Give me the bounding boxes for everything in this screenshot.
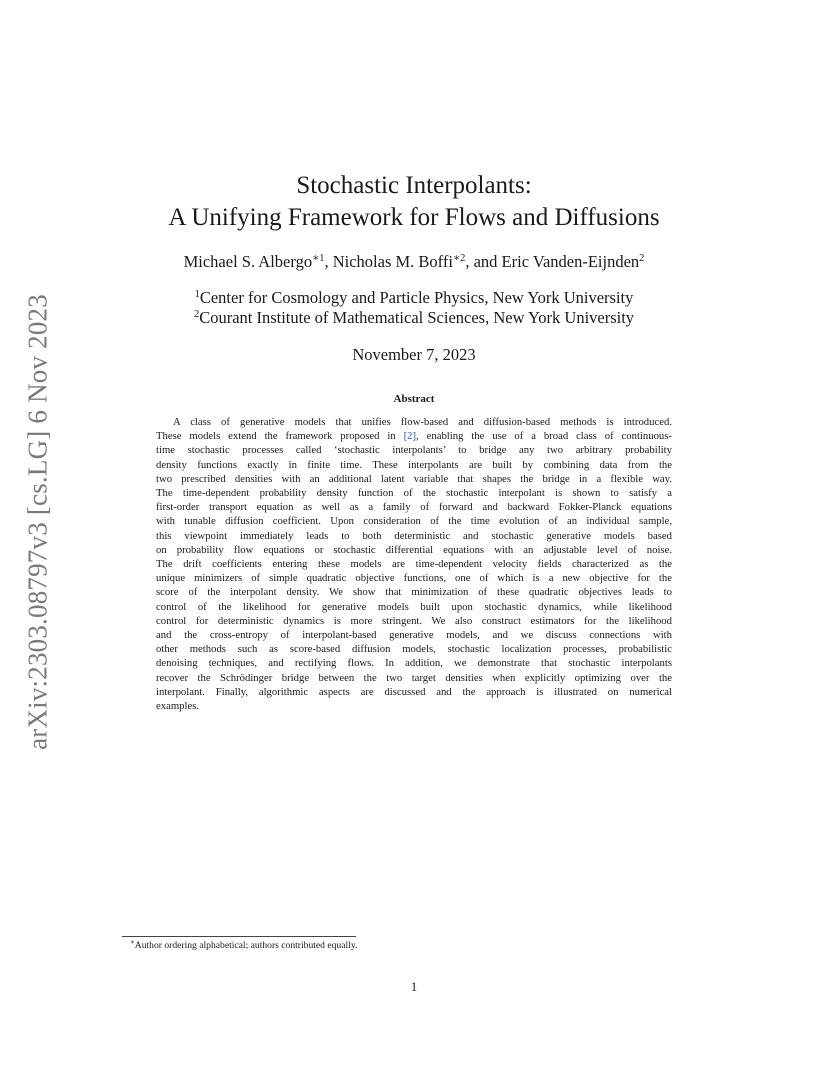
abstract-line: examples. bbox=[156, 700, 200, 713]
abstract-line: A class of generative models that unifies flow-based and diffusion-based methods is introduced. bbox=[173, 416, 672, 428]
abstract-line: The time-dependent probability density function of the stochastic interpolant is shown to satisfy a bbox=[156, 487, 672, 500]
abstract-line: with tunable diffusion coefficient. Upon consideration of the time evolution of an individual sample, bbox=[156, 515, 672, 528]
affiliation bbox=[0, 288, 828, 308]
footnote-divider bbox=[122, 936, 356, 937]
publication-date: November 7, 2023 bbox=[352, 345, 476, 364]
abstract-line: on probability flow equations or stochastic differential equations with an adjustable level of noise. bbox=[156, 543, 672, 556]
abstract-line: recover the Schrödinger bridge between the two target densities when explicitly optimizing over the bbox=[156, 671, 672, 684]
abstract-line: and the cross-entropy of interpolant-based generative models, and we discuss connections with bbox=[156, 629, 672, 642]
author-name: Michael S. Albergo bbox=[183, 252, 313, 271]
abstract-line: two prescribed densities with an additional latent variable that shapes the bridge in a flexible way. bbox=[156, 472, 672, 485]
abstract-line: interpolant. Finally, algorithmic aspects are discussed and the approach is illustrated on numerical bbox=[156, 685, 672, 698]
title-line-2: A Unifying Framework for Flows and Diffusions bbox=[168, 204, 660, 231]
abstract-line: unique minimizers of simple quadratic objective functions, one of which is a new objective for the bbox=[156, 572, 672, 585]
affiliations bbox=[0, 288, 828, 328]
abstract-line: other methods such as score-based diffusion models, stochastic localization processes, probabilistic bbox=[156, 643, 672, 656]
citation-link[interactable]: [2] bbox=[403, 430, 417, 443]
abstract-line: These models extend the framework proposed in [2], enabling the use of a broad class of continuous- bbox=[156, 430, 672, 443]
title-line-1: Stochastic Interpolants: bbox=[296, 172, 532, 199]
abstract-body bbox=[156, 415, 672, 713]
abstract-line: control of the likelihood for generative models built upon stochastic dynamics, while likelihood bbox=[156, 600, 672, 613]
abstract-line: denoising techniques, and rectifying flows. In addition, we demonstrate that stochastic interpolants bbox=[156, 657, 672, 670]
author-separator: , and bbox=[465, 252, 502, 271]
affiliation bbox=[0, 308, 828, 328]
paper-title bbox=[0, 170, 828, 234]
author-superscript: ∗1 bbox=[312, 253, 325, 264]
affiliation-text: Center for Cosmology and Particle Physics, New York University bbox=[199, 288, 634, 307]
affiliation-text: Courant Institute of Mathematical Sciences, New York University bbox=[199, 308, 635, 327]
author-name: Eric Vanden-Eijnden bbox=[501, 252, 640, 271]
abstract-line: density functions exactly in finite time. These interpolants are built by combining data from the bbox=[156, 458, 672, 471]
abstract-line: first-order transport equation as well as a family of forward and backward Fokker-Planck equations bbox=[156, 501, 672, 514]
author-superscript: 2 bbox=[639, 253, 645, 264]
footnote-marker: ∗ bbox=[130, 938, 135, 946]
footnote bbox=[130, 940, 357, 951]
page-number: 1 bbox=[410, 980, 418, 994]
abstract-heading: Abstract bbox=[393, 393, 435, 405]
affiliation-superscript: 1 bbox=[194, 289, 200, 300]
author-separator: , bbox=[324, 252, 333, 271]
affiliation-superscript: 2 bbox=[193, 309, 200, 320]
abstract-line: The drift coefficients entering these models are time-dependent velocity fields characterized as the bbox=[156, 558, 672, 571]
arxiv-watermark bbox=[0, 0, 80, 1072]
arxiv-id: arXiv:2303.08797v3 [cs.LG] 6 Nov 2023 bbox=[22, 294, 53, 750]
abstract-line: control for deterministic dynamics is more stringent. We also construct estimators for the likelihood bbox=[156, 614, 672, 627]
abstract-line: score of the interpolant density. We show that minimization of these quadratic objectives leads to bbox=[156, 586, 672, 599]
author-list bbox=[0, 252, 828, 272]
footnote-text: Author ordering alphabetical; authors contributed equally. bbox=[134, 940, 358, 951]
author-superscript: ∗2 bbox=[452, 253, 466, 264]
author-name: Nicholas M. Boffi bbox=[332, 252, 453, 271]
abstract-line: time stochastic processes called ‘stochastic interpolants’ to bridge any two arbitrary probability bbox=[156, 444, 672, 457]
abstract-line: this viewpoint immediately leads to both deterministic and stochastic generative models based bbox=[156, 529, 672, 542]
